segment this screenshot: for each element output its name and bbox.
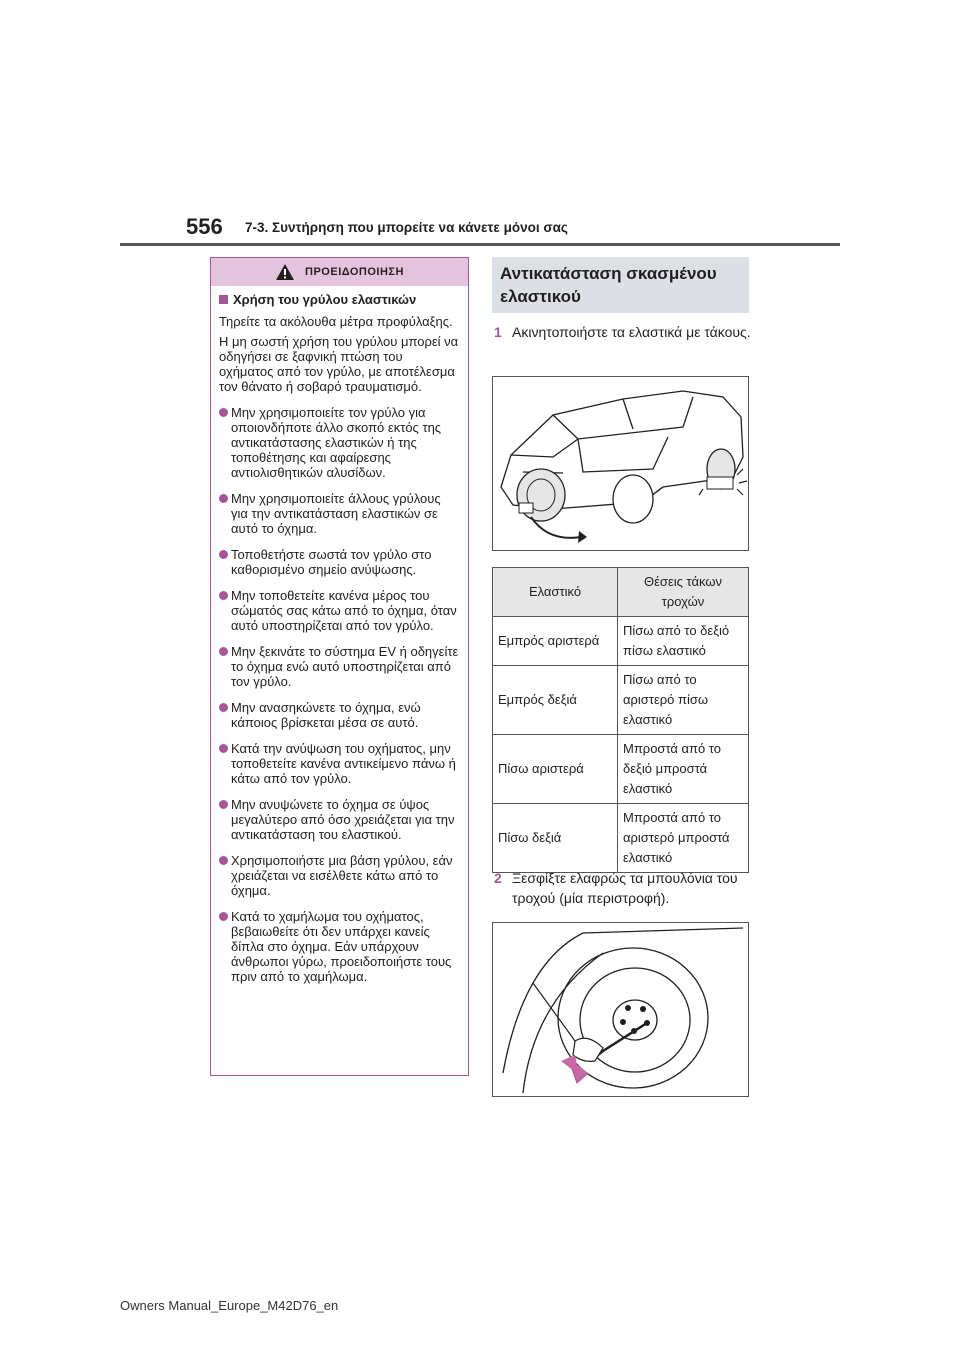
warning-bullet	[219, 909, 460, 984]
bullet-dot-icon	[219, 912, 228, 921]
warning-bullet	[219, 853, 460, 898]
table-row	[493, 617, 749, 666]
warning-bullet-text: Μην τοποθετείτε κανένα μέρος του σώματός σας κάτω από το όχημα, όταν αυτό υποστηρίζεται από τον γρύλο.	[231, 588, 457, 633]
warning-bullet	[219, 797, 460, 842]
warning-label: ΠΡΟΕΙΔΟΠΟΙΗΣΗ	[305, 266, 404, 278]
step-1	[494, 322, 754, 342]
square-bullet-icon	[219, 295, 228, 304]
warning-triangle-icon	[275, 263, 295, 281]
wheel-illustration-svg	[493, 923, 749, 1097]
table-header-cell: Θέσεις τάκων τροχών	[618, 568, 749, 617]
warning-intro-1: Τηρείτε τα ακόλουθα μέτρα προφύλαξης.	[219, 314, 453, 329]
warning-bullet	[219, 741, 460, 786]
warning-bullet-text: Μην χρησιμοποιείτε τον γρύλο για οποιονδήποτε άλλο σκοπό εκτός της αντικατάστασης ελαστικών ή της τοποθέτησης και αφαίρεσης αντιολισθητικών αλυσίδων.	[231, 405, 442, 480]
warning-header	[211, 258, 468, 286]
table-cell: Εμπρός δεξιά	[493, 666, 618, 735]
warning-bullet-text: Τοποθετήστε σωστά τον γρύλο στο καθορισμένο σημείο ανύψωσης.	[231, 547, 432, 577]
warning-subheading	[219, 292, 460, 307]
step-number: 2	[494, 870, 502, 886]
warning-bullet-text: Μην ξεκινάτε το σύστημα EV ή οδηγείτε το όχημα ενώ αυτό υποστηρίζεται από τον γρύλο.	[231, 644, 459, 689]
section-header-title: 7-3. Συντήρηση που μπορείτε να κάνετε μόνοι σας	[245, 220, 568, 235]
bullet-dot-icon	[219, 744, 228, 753]
warning-bullet-text: Μην ανυψώνετε το όχημα σε ύψος μεγαλύτερο από όσο χρειάζεται για την αντικατάσταση του ελαστικού.	[231, 797, 455, 842]
section-heading: Αντικατάσταση σκασμένου ελαστικού	[492, 257, 749, 313]
table-row	[493, 804, 749, 873]
warning-bullet-text: Χρησιμοποιήστε μια βάση γρύλου, εάν χρειάζεται να εισέλθετε κάτω από το όχημα.	[231, 853, 453, 898]
warning-intro-2: Η μη σωστή χρήση του γρύλου μπορεί να οδηγήσει σε ξαφνική πτώση του οχήματος από τον γρύλο, με αποτέλεσμα τον θάνατο ή σοβαρό τραυματισμό.	[219, 334, 459, 394]
step-2	[494, 868, 754, 908]
bullet-dot-icon	[219, 800, 228, 809]
table-cell: Μπροστά από το αριστερό μπροστά ελαστικό	[618, 804, 749, 873]
warning-box	[210, 257, 469, 1076]
table-cell: Πίσω από το αριστερό πίσω ελαστικό	[618, 666, 749, 735]
bullet-dot-icon	[219, 703, 228, 712]
warning-bullet-text: Μην χρησιμοποιείτε άλλους γρύλους για την αντικατάσταση ελαστικών σε αυτό το όχημα.	[231, 491, 441, 536]
car-wheel-chock-illustration	[492, 376, 749, 551]
table-cell: Εμπρός αριστερά	[493, 617, 618, 666]
warning-bullet	[219, 644, 460, 689]
warning-bullet	[219, 588, 460, 633]
warning-bullet	[219, 547, 460, 577]
table-cell: Μπροστά από το δεξιό μπροστά ελαστικό	[618, 735, 749, 804]
step-text: Ακινητοποιήστε τα ελαστικά με τάκους.	[512, 324, 751, 340]
table-cell: Πίσω από το δεξιό πίσω ελαστικό	[618, 617, 749, 666]
table-row	[493, 735, 749, 804]
wheel-chock-table	[492, 567, 749, 873]
step-number: 1	[494, 324, 502, 340]
table-header-cell: Ελαστικό	[493, 568, 618, 617]
table-row	[493, 666, 749, 735]
table-cell: Πίσω δεξιά	[493, 804, 618, 873]
footer-text: Owners Manual_Europe_M42D76_en	[120, 1298, 339, 1313]
car-illustration-svg	[493, 377, 749, 551]
wheel-nut-loosening-illustration	[492, 922, 749, 1097]
bullet-dot-icon	[219, 591, 228, 600]
step-text: Ξεσφίξτε ελαφρώς τα μπουλόνια του τροχού (μία περιστροφή).	[512, 870, 738, 906]
page-number: 556	[186, 214, 223, 239]
bullet-dot-icon	[219, 494, 228, 503]
table-cell: Πίσω αριστερά	[493, 735, 618, 804]
warning-bullet-text: Μην ανασηκώνετε το όχημα, ενώ κάποιος βρίσκεται μέσα σε αυτό.	[231, 700, 421, 730]
bullet-dot-icon	[219, 408, 228, 417]
warning-bullet-text: Κατά το χαμήλωμα του οχήματος, βεβαιωθείτε ότι δεν υπάρχει κανείς δίπλα στο όχημα. Εάν υπάρχουν άνθρωποι γύρω, προειδοποιήστε τους πριν από το χαμήλωμα.	[231, 909, 452, 984]
warning-body	[211, 286, 468, 984]
warning-bullet	[219, 700, 460, 730]
bullet-dot-icon	[219, 550, 228, 559]
bullet-dot-icon	[219, 856, 228, 865]
bullet-dot-icon	[219, 647, 228, 656]
warning-subheading-text: Χρήση του γρύλου ελαστικών	[233, 292, 417, 307]
warning-bullet	[219, 405, 460, 480]
header-divider	[120, 243, 840, 246]
table-header-row	[493, 568, 749, 617]
warning-bullet-text: Κατά την ανύψωση του οχήματος, μην τοποθετείτε κανένα αντικείμενο πάνω ή κάτω από τον γρύλο.	[231, 741, 456, 786]
warning-bullet	[219, 491, 460, 536]
